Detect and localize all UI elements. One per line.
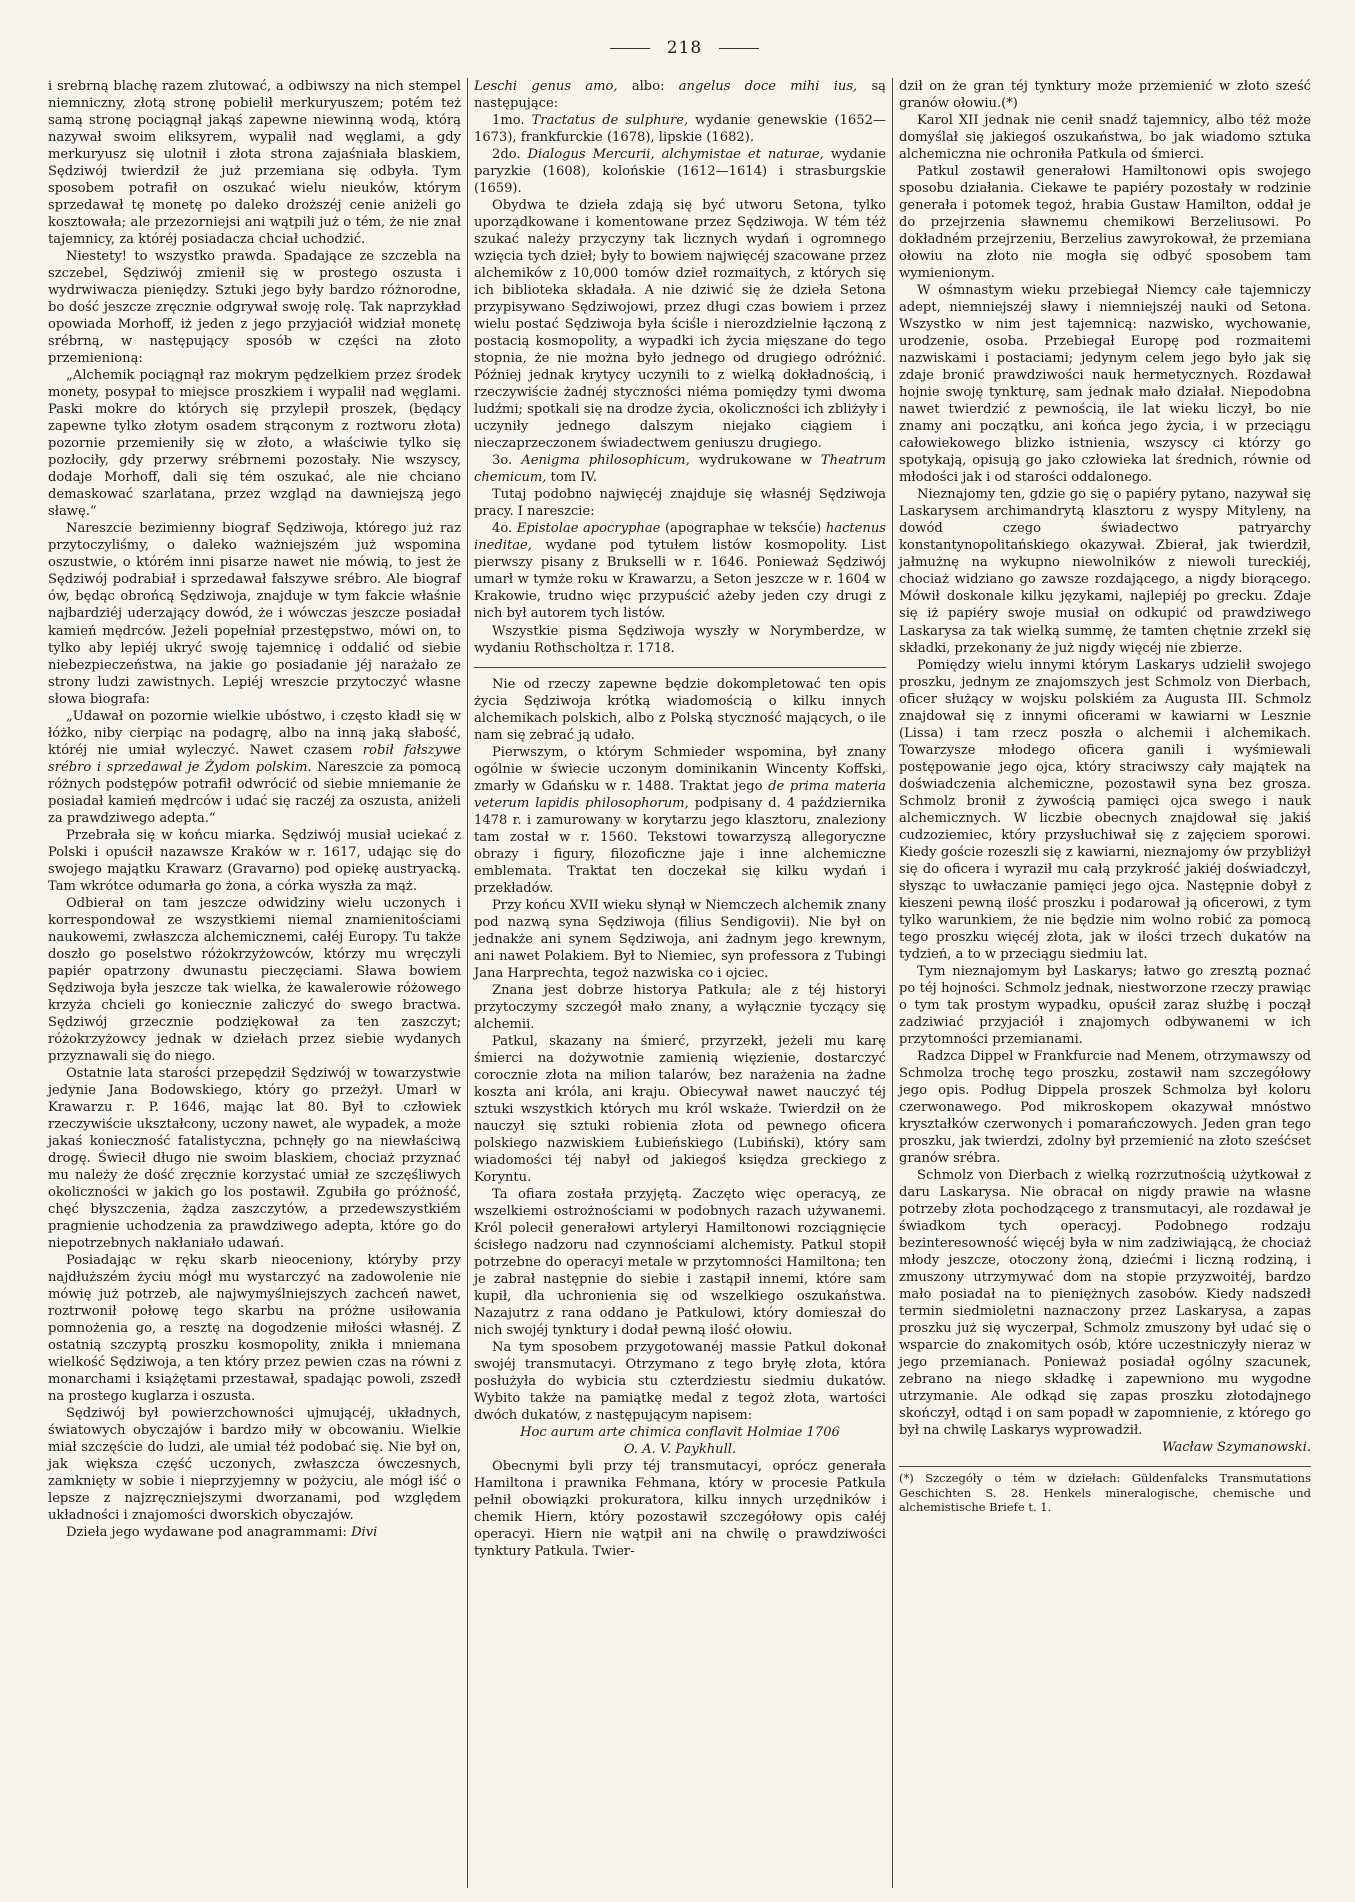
paragraph: Przebrała się w końcu miarka. Sędziwój musiał uciekać z Polski i opuścił nazawsze Kraków w r. 1617, udając się do swojego majątku Krawarz (Gravarno) pod opiekę austryacką. Tam wkrótce odumarła go żona, a córka wyszła za mąż. xyxy=(48,827,461,894)
text: Dzieła jego wydawane pod anagrammami: xyxy=(66,1525,347,1541)
columns xyxy=(42,78,1327,1888)
list-item xyxy=(474,112,886,146)
list-item xyxy=(474,146,886,197)
column-3 xyxy=(892,78,1317,1888)
page-header xyxy=(42,28,1327,78)
italic-text: angelus doce mihi ius, xyxy=(678,79,858,94)
paragraph xyxy=(474,78,886,112)
paragraph: Sędziwój był powierzchowności ujmującéj, układnych, światowych obyczajów i bardzo miły w obcowaniu. Wielkie miał szczęście do ludzi, ale umiał téż podobać się. Nie był on, jak większa część uczonych, zwłaszcza ówczesnych, zamknięty w sobie i nieprzyjemny w pożyciu, ale mógł iść o lepsze z najzręczniejszymi dworzanami, pod względem układności i znajomości dworskich obyczajów. xyxy=(48,1406,461,1524)
italic-text: robił fałszywe srébro i sprzedawał je Żydom polskim. xyxy=(48,742,461,775)
paragraph: Obydwa te dzieła zdają się być utworu Setona, tylko uporządkowane i komentowane przez Sędziwoja. W tém téż szukać należy przyczyny tak licznych wydań i ogromnego wzięcia tych dzieł; były to bowiem najwięcéj szacowane przez alchemików z 10,000 tomów dzieł rozmaitych, z których się ich biblioteka składała. A nie dziwić się że dzieła Setona przypisywano Sędziwojowi, przez długi czas bowiem i przez wielu postać Sędziwoja była ściśle i nierozdzielnie łączoną z postacią kosmopolity, a wypadki ich życia mięszane do tego stopnia, że nie można było jednego od drugiego odróżnić. Później jednak krytycy uczynili to z wielką dokładnością, i rzeczywiście żadnéj styczności niéma pomiędzy tymi dwoma ludźmi; spotkali się na drodze życia, okoliczności ich zbliżyły i uczyniły jednego dalszym niejako ciągiem i nieczaprzeczonem świadectwem geniuszu drugiego. xyxy=(474,198,886,452)
text: wydrukowane w xyxy=(698,453,812,469)
text: 3o. xyxy=(492,453,513,469)
paragraph: Przy końcu XVII wieku słynął w Niemczech alchemik znany pod nazwą syna Sędziwoja (filius Sendigovii). Nie był on jednakże ani synem Sędziwoja, ani żadnym jego krewnym, ani nawet Polakiem. Był to Niemiec, syn professora z Tubingi Jana Harprechta, tegoż nazwiska co i ojciec. xyxy=(474,897,886,981)
quote-paragraph xyxy=(48,708,461,827)
column-1 xyxy=(42,78,467,1888)
paragraph: Patkul zostawił generałowi Hamiltonowi opis swojego sposobu działania. Ciekawe te papiéry pozostały w rodzinie generała i potomek tegoż, hrabia Gustaw Hamilton, oddał je do przejrzenia sławnemu chemikowi Berzeliusowi. Po dokładném przejrzeniu, Berzelius zawyrokował, że przemiana ołowiu na złoto nie mogła się odbyć sposobem tam wymienionym. xyxy=(899,164,1311,282)
text: „Udawał on pozornie wielkie ubóstwo, i często kładł się w łóżko, niby cierpiąc na podagrę, albo na inną jaką słabość, któréj nie umiał wyleczyć. Nawet czasem xyxy=(48,708,461,758)
paragraph xyxy=(48,1524,461,1541)
header-rule-left xyxy=(610,48,650,49)
medal-inscription: O. A. V. Paykhull. xyxy=(623,1442,737,1458)
list-item xyxy=(474,520,886,622)
paragraph: Nareszcie bezimienny biograf Sędziwoja, którego już raz przytoczyliśmy, o daleko ważniejszém już wspomina oszustwie, o którém inni pisarze nawet nie mówią, to jest że Sędziwój podrabiał i sprzedawał fałszywe srébro. Ale biograf ów, będąc obrońcą Sędziwoja, znajduje w tym fakcie właśnie najbardziéj uderzający dowód, że i wówczas jeszcze posiadał kamień mędrców. Jeżeli popełniał przestępstwo, mówi on, to tylko aby lepiéj ukryć swoję tajemnicę i oddalić od siebie niebezpieczeństwa, na jakie go posiadanie jéj narażało ze strony ludzi zawistnych. Lepiéj wreszcie przytoczyć własne słowa biografa: xyxy=(48,521,461,707)
text: Pierwszym, o którym Schmieder wspomina, był znany ogólnie w świecie uczonym dominikanin Wincenty Koffski, zmarły w Gdańsku w r. 1488. Traktat jego xyxy=(474,744,886,794)
italic-text: Divi xyxy=(351,1525,378,1541)
column-2 xyxy=(467,78,892,1888)
italic-text: hactenus ineditae, xyxy=(474,521,886,554)
text: tom IV. xyxy=(550,470,597,486)
paragraph: Tutaj podobno najwięcéj znajduje się własnéj Sędziwoja pracy. I nareszcie: xyxy=(474,487,886,520)
text: (apographae w teksćie) xyxy=(664,521,822,537)
paragraph: Odbierał on tam jeszcze odwidziny wielu uczonych i korrespondował ze wszystkiemi niemal znamienitościami naukowemi, zwłaszcza alchemicznemi, całéj Europy. Tu także doszło go poselstwo różokrzyżowców, którzy mu wręczyli papiér opatrzony dwunastu pieczęciami. Sława bowiem Sędziwoja była jeszcze tak wielka, że kawalerowie różowego krzyża chcieli go koniecznie zaliczyć do swego bractwa. Sędziwój grzecznie podziękował za ten zaszczyt; różokrzyżowcy jednak w dziełach przez siebie wydanych przyznawali się do niego. xyxy=(48,895,461,1064)
list-item xyxy=(474,452,886,486)
paragraph: W ośmnastym wieku przebiegał Niemcy całe tajemniczy adept, niemniejszéj sławy i niemniejszéj nauki od Setona. Wszystko w nim jest tajemnicą: nazwisko, wychowanie, urodzenie, osoba. Przebiegał Europę pod rozmaitemi nazwiskami i postaciami; jedynym celem jego było jak się zdaje bronić prawdziwości nauk hermetycznych. Rozdawał hojnie swoję tynkturę, sam jednak mało działał. Niepodobna nawet twierdzić z pewnością, ile lat wieku liczył, bo nie znamy ani początku, ani końca jego życia, i w przeciągu całowiekowego blizko istnienia, wszyscy ci którzy go spotykają, opisują go jako człowieka lat średnich, równie od młodości jak i od starości oddalonego. xyxy=(899,283,1311,486)
paragraph: Pomiędzy wielu innymi którym Laskarys udzielił swojego proszku, jednym ze znajomszych jest Schmolz von Dierbach, oficer służący w wojsku polskiém za Augusta III. Schmolz znajdował się z innymi oficerami w kawiarni w Lesznie (Lissa) i tam rzecz poszła o alchemii i alchemikach. Towarzysze młodego oficera ganili i wyśmiewali postępowanie jego ojca, który straciwszy cały majątek na doświadczenia alchemiczne, pozostawił syna bez grosza. Schmolz bronił z żywością pamięci ojca swego i nauk alchemicznych. W liczbie obecnych znajdował się jakiś cudzoziemiec, który przysłuchiwał się z zajęciem sporowi. Kiedy goście rozeszli się z kawiarni, nieznajomy ów przybliżył się do oficera i wyraził mu całą przykrość jakiéj doświadczył, słysząc to uwłaczanie pamięci jego ojca. Następnie dobył z kieszeni pewną ilość proszku i podarował ją oficerowi, z tym tylko warunkiem, że nie będzie nim wolno robić za pomocą tego proszku więcéj złota, jak w ilości trzech dukatów na tydzień, a to w przeciągu siedmiu lat. xyxy=(899,657,1311,962)
paragraph xyxy=(474,744,886,897)
italic-text: Theatrum chemicum, xyxy=(474,453,886,486)
paragraph: Na tym sposobem przygotowanéj massie Patkul dokonał swojéj transmutacyi. Otrzymano z tego bryłę złota, która posłużyła do wybicia stu czterdziestu siedmiu dukatów. Wybito także na pamiątkę medal z tegoż złota, wartości dwóch dukatów, z następującym napisem: xyxy=(474,1340,886,1424)
paragraph: Znana jest dobrze historya Patkula; ale z téj historyi przytoczymy szczegół mało znany, a wyłącznie tyczący się alchemii. xyxy=(474,982,886,1032)
paragraph: Obecnymi byli przy téj transmutacyi, oprócz generała Hamiltona i prawnika Fehmana, który w procesie Patkula pełnił obowiązki prokuratora, kilku innych urzędników i chemik Hiern, który pozostawił szczegółowy opis całéj operacyi. Hiern nie wątpił ani na chwilę o prawdziwości tynktury Patkula. Twier- xyxy=(474,1459,886,1560)
header-rule-right xyxy=(719,48,759,49)
text: albo: xyxy=(631,79,665,94)
italic-text: Dialogus Mercurii, alchymistae et naturae, xyxy=(527,147,824,163)
paragraph: Patkul, skazany na śmierć, przyrzekł, jeżeli mu karę śmierci na dożywotnie zamienią więzienie, dostarczyć corocznie złota na milion talarów, bez narażenia na żadne koszta ani króla, ani kraju. Obiecywał nawet nauczyć téj sztuki wszystkich których mu król wskaże. Twierdził on że nauczył się sztuki robienia złota od pewnego oficera polskiego nazwiskiem Łubieńskiego (Lubiński), który sam wiadomości téj nabył od jakiegoś księdza greckiego z Koryntu. xyxy=(474,1033,886,1185)
footnote: (*) Szczegóły o tém w dziełach: Güldenfalcks Transmutations Geschichten S. 28. Henkels mineralogische, chemische und alchemistische Briefe t. 1. xyxy=(899,1466,1311,1514)
paragraph: Tym nieznajomym był Laskarys; łatwo go zresztą poznać po téj hojności. Schmolz jednak, niestworzone rzeczy prawiąc o tym tak prostym wypadku, opuścił zaraz służbę i począł zadziwiać przyjaciół i znajomych odbywanemi w ich przytomności przemianami. xyxy=(899,963,1311,1047)
section-divider xyxy=(474,667,886,668)
paragraph: Ta ofiara została przyjętą. Zaczęto więc operacyą, ze wszelkiemi ostrożnościami w podobnych razach używanemi. Król polecił generałowi artyleryi Hamiltonowi rozciągnięcie ścisłego nadzoru nad czynnościami alchemisty. Patkul stopił potrzebne do operacyi metale w przytomności Hamiltona; ten je zabrał następnie do siebie i zastąpił innemi, które sam kupił, dla uchronienia się od wszelkiego oszukaństwa. Nazajutrz z rana oddano je Patkulowi, który domieszał do nich swojéj tynktury i dodał pewną ilość ołowiu. xyxy=(474,1187,886,1339)
medal-inscription: Hoc aurum arte chimica conflavit Holmiae 1706 xyxy=(520,1425,840,1441)
paragraph: Nie od rzeczy zapewne będzie dokompletować ten opis życia Sędziwoja krótką wiadomością o kilku innych alchemikach polskich, albo z Polską styczność mających, o ile nam się zebrać ją udało. xyxy=(474,676,886,743)
text: podpisany d. 4 października 1478 r. i zamurowany w korytarzu jego klasztoru, znaleziony tam został w r. 1560. Tekstowi towarzyszą allegoryczne obrazy i figury, filozoficzne jaje i inne alchemiczne emblemata. Traktat ten doczekał się kilku wydań i przekładów. xyxy=(474,795,886,896)
page-number: 218 xyxy=(666,38,703,58)
quote-paragraph: „Alchemik pociągnął raz mokrym pędzelkiem przez środek monety, posypał to miejsce proszkiem i wypalił nad węglami. Paski mokre do których się przylepił proszek, (będący zapewne tylko złotym osadem strąconym z roztworu złota) pozornie przemieniły się w złoto, a właściwie tylko się pozłociły, gdy przerwy srébrnemi pozostały. Nie wszyscy, dodaje Morhoff, dali się tém oszukać, ale nie chciano demaskować szarlatana, przez wzgląd na dawniejszą jego sławę.“ xyxy=(48,368,461,520)
text: 4o. xyxy=(492,521,513,537)
paragraph: Wszystkie pisma Sędziwoja wyszły w Norymberdze, w wydaniu Rothscholtza r. 1718. xyxy=(474,623,886,656)
paragraph: Niestety! to wszystko prawda. Spadające ze szczebla na szczebel, Sędziwój zmienił się w prostego oszusta i wydrwiwacza pieniędzy. Sztuki jego były bardzo różnorodne, bo dość jeszcze zręcznie odgrywał swoję rolę. Tak naprzykład opowiada Morhoff, iż jeden z jego przyjaciół widział monetę srébrną, w następujący sposób w części na złoto przemienioną: xyxy=(48,249,461,367)
paragraph: dził on że gran téj tynktury może przemienić w złoto sześć granów ołowiu.(*) xyxy=(899,79,1311,112)
italic-text: Aenigma philosophicum, xyxy=(521,453,690,469)
paragraph: Ostatnie lata starości przepędził Sędziwój w towarzystwie jedynie Jana Bodowskiego, który go przeżył. Umarł w Krawarzu r. P. 1646, mając lat 80. Był to człowiek rzeczywiście ukształcony, uczony nawet, ale wypadek, a może jakaś konieczność fatalistyczna, pchnęły go na niewłaściwą drogę. Świecił długo nie swoim blaskiem, chociaż przyznać mu należy że dość zręcznie korzystać umiał ze szczęśliwych okoliczności w jakich go los postawił. Zgubiła go próżność, chęć błyszczenia, żądza zaszczytów, a przedewszystkiém pragnienie uchodzenia za prawdziwego adepta, które go do niepotrzebnych nakłaniało udawań. xyxy=(48,1065,461,1252)
text: wydanie genewskie (1652—1673), frankfurckie (1678), lipskie (1682). xyxy=(474,113,887,146)
text: wydanie paryzkie (1608), kolońskie (1612—1614) i strasburgskie (1659). xyxy=(474,147,886,197)
paragraph: Nieznajomy ten, gdzie go się o papiéry pytano, nazywał się Laskarysem archimandrytą klasztoru z wyspy Mityleny, na dowód czego świadectwo patryarchy konstantynopolitańskiego okazywał. Zbierał, jak twierdził, jałmużnę na wykupno niewolników z niewoli tureckiéj, chociaż widziano go zawsze rozdającego, a nigdy biorącego. Mówił doskonale kilku językami, najlepiéj po grecku. Zdaje się iż papiéry swoje musiał on odkupić od prawdziwego Laskarysa za tak wielką summę, że tamten chętnie zrzekł się składki, przekonany że już nigdy więcéj nie zbierze. xyxy=(899,487,1311,656)
paragraph: Posiadając w ręku skarb nieoceniony, któryby przy najdłuższém życiu mógł mu wystarczyć na zadowolenie nie mówię już potrzeb, ale najwymyślniejszych zachceń nawet, roztrwonił połowę tego skarbu na próżne usiłowania pomnożenia go, a resztę na dogodzenie miłości własnéj. Z ostatnią szczyptą proszku kosmopolity, znikła i mniemana wielkość Sędziwoja, a ten który przez pewien czas na równi z monarchami i książętami przestawał, spadając powoli, zszedł na prostego kuglarza i oszusta. xyxy=(48,1253,461,1405)
paragraph: Radzca Dippel w Frankfurcie nad Menem, otrzymawszy od Schmolza trochę tego proszku, zostawił nam szczegółowy jego opis. Podług Dippela proszek Schmolza był koloru czerwonawego. Pod mikroskopem okazywał mnóstwo kryształków czerwonych i pomarańczowych. Jeden gran tego proszku, jak twierdzi, zdolny był przemienić na złoto sześćset granów srébra. xyxy=(899,1048,1311,1166)
text: Nareszcie za pomocą różnych podstępów potrafił odwrócić od siebie mniemanie że posiadał kamień mędrców i udać się raczéj za oszusta, aniżeli za prawdziwego adepta.“ xyxy=(48,759,461,826)
text: są następujące: xyxy=(474,79,886,112)
paragraph: Schmolz von Dierbach z wielką rozrzutnością użytkował z daru Laskarysa. Nie obracał on nigdy prawie na własne potrzeby złota pochodzącego z transmutacyi, ale rozdawał je świadkom tych operacyj. Podobnego rodzaju bezinteresowność więcéj była w nim zadziwiającą, że chociaż młody jeszcze, otoczony żoną, dziećmi i liczną rodziną, i zmuszony utrzymywać dom na stopie przyzwoitéj, bardzo mało posiadał na to pieniężnych zasobów. Kiedy nadszedł termin siedmioletni naznaczony przez Laskarysa, a zapas proszku już się wyczerpał, Schmolz zmuszony był udać się o wsparcie do znakomitych osób, które uczestniczyły nieraz w jego przemianach. Ponieważ posiadał ogólny szacunek, zebrano na niego składkę i zapewniono mu wygodne utrzymanie. Ale odkąd się zapas proszku złotodajnego skończył, odtąd i on sam popadł w zapomnienie, z którego go był na chwilę Laskarys wyprowadził. xyxy=(899,1168,1311,1439)
paragraph: Karol XII jednak nie cenił snadź tajemnicy, albo téż może domyślał się jakiegoś oszukaństwa, bo jak wiadomo sztuka alchemiczna nie ochroniła Patkula od śmierci. xyxy=(899,113,1311,163)
italic-text: Leschi genus amo, xyxy=(474,79,618,94)
author-signature: Wacław Szymanowski. xyxy=(1162,1440,1311,1456)
text: 1mo. xyxy=(492,113,525,129)
text: 2do. xyxy=(492,147,521,163)
italic-text: Epistolae apocryphae xyxy=(516,521,661,537)
paragraph: i srebrną blachę razem zlutować, a odbiwszy na nich stempel niemniczny, złotą stronę pobielił merkuryuszem; potém też samą stronę pociągnął jakąś zapewne niewinną wodą, którą nazywał swoim eliksyrem, wypalił nad węglami, a gdy merkuryusz się ulotnił i złota strona zajaśniała blaskiem, Sędziwój twierdził że już przemiana się odbyła. Tym sposobem potrafił on oszukać wielu nieuków, którym sprzedawał tę monetę po daleko droższéj cenie aniżeli go kosztowała; ale przezorniejsi ani wątpili już o tém, że nie znał tajemnicy, za któréj posiadacza chciał uchodzić. xyxy=(48,79,461,248)
text: wydane pod tytułem listów kosmopolity. List pierwszy pisany z Brukselli w r. 1646. Ponieważ Sędziwój umarł w tymże roku w Krawarzu, a Seton jeszcze w r. 1604 w Krakowie, trudno więc przypuścić ażeby jeden czy drugi z nich był autorem tych listów. xyxy=(474,538,886,622)
italic-text: Tractatus de sulphure, xyxy=(531,113,689,129)
italic-text: de prima materia veterum lapidis philosophorum, xyxy=(474,778,886,811)
